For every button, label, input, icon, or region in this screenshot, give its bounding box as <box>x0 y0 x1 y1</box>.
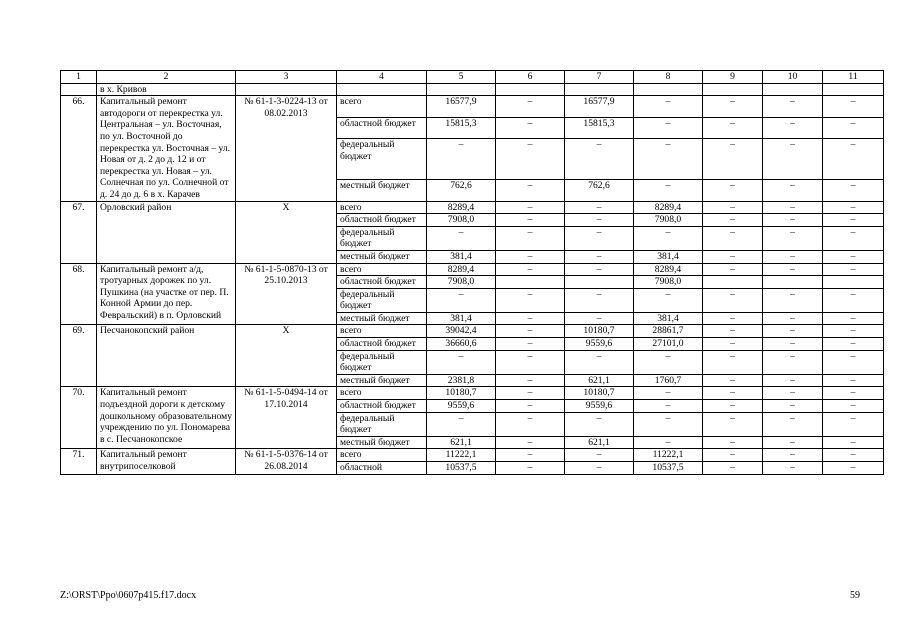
amount-cell: – <box>763 338 823 351</box>
amount-cell: 15815,3 <box>427 117 496 138</box>
row-number: 67. <box>61 201 97 263</box>
program-table <box>60 70 884 475</box>
row-number: 71. <box>61 449 97 474</box>
amount-cell: – <box>703 462 763 475</box>
amount-cell: – <box>763 214 823 227</box>
amount-cell: 9559,6 <box>427 400 496 413</box>
amount-cell: – <box>565 263 634 276</box>
amount-cell: – <box>763 350 823 374</box>
document-ref: Х <box>236 201 337 263</box>
funding-source: федеральный бюджет <box>337 288 427 312</box>
amount-cell: – <box>496 180 565 201</box>
amount-cell: – <box>703 436 763 449</box>
amount-cell: – <box>823 350 884 374</box>
document-ref: № 61-1-5-0870-13 от 25.10.2013 <box>236 263 337 325</box>
amount-cell: – <box>496 201 565 214</box>
amount-cell: – <box>823 201 884 214</box>
amount-cell: – <box>496 139 565 180</box>
object-name: Капитальный ремонт автодороги от перекрестка ул. Центральная – ул. Восточная, по ул. Восточной до перекрестка ул. Восточная – ул. Новая от д. 2 до д. 12 и от перекрестка ул. Новая – ул. Солнечная по ул. Солнечной от д. 24 до д. 6 в х. Карачев <box>97 96 236 201</box>
amount-cell: – <box>763 288 823 312</box>
document-ref: № 61-1-5-0376-14 от 26.08.2014 <box>236 449 337 474</box>
row-number: 68. <box>61 263 97 325</box>
amount-cell: 8289,4 <box>634 201 703 214</box>
amount-cell: – <box>763 201 823 214</box>
amount-cell: 9559,6 <box>565 338 634 351</box>
object-name: Капитальный ремонт внутрипоселковой <box>97 449 236 474</box>
amount-cell: 10180,7 <box>565 325 634 338</box>
amount-cell: – <box>703 288 763 312</box>
amount-cell: – <box>565 449 634 462</box>
amount-cell: 7908,0 <box>634 276 703 289</box>
amount-cell: – <box>823 250 884 263</box>
amount-cell: – <box>496 350 565 374</box>
amount-cell: – <box>763 312 823 325</box>
funding-source: областной бюджет <box>337 400 427 413</box>
amount-cell: – <box>496 462 565 475</box>
amount-cell: 7908,0 <box>634 214 703 227</box>
amount-cell: – <box>496 250 565 263</box>
amount-cell: – <box>496 96 565 117</box>
amount-cell: – <box>703 312 763 325</box>
amount-cell: – <box>634 139 703 180</box>
amount-cell: – <box>703 449 763 462</box>
amount-cell: – <box>823 263 884 276</box>
amount-cell: – <box>763 374 823 387</box>
amount-cell: 27101,0 <box>634 338 703 351</box>
amount-cell <box>496 276 565 289</box>
amount-cell: 7908,0 <box>427 276 496 289</box>
object-name: Песчанокопский район <box>97 325 236 387</box>
funding-source: местный бюджет <box>337 312 427 325</box>
amount-cell: – <box>703 201 763 214</box>
col-number: 2 <box>97 71 236 84</box>
amount-cell: – <box>823 374 884 387</box>
amount-cell: – <box>703 226 763 250</box>
amount-cell <box>823 276 884 289</box>
amount-cell: – <box>427 350 496 374</box>
amount-cell: – <box>763 139 823 180</box>
file-path: Z:\ORST\Ppo\0607p415.f17.docx <box>60 590 197 601</box>
amount-cell: – <box>634 96 703 117</box>
amount-cell: 7908,0 <box>427 214 496 227</box>
col-number: 11 <box>823 71 884 84</box>
amount-cell: – <box>823 338 884 351</box>
amount-cell: 16577,9 <box>427 96 496 117</box>
amount-cell: – <box>823 288 884 312</box>
object-name: Орловский район <box>97 201 236 263</box>
continuation-text: в х. Кривов <box>97 83 236 96</box>
amount-cell: – <box>496 374 565 387</box>
amount-cell: – <box>565 412 634 436</box>
amount-cell: 8289,4 <box>427 263 496 276</box>
amount-cell: 11222,1 <box>427 449 496 462</box>
page-number: 59 <box>850 590 860 601</box>
amount-cell: – <box>763 180 823 201</box>
amount-cell: – <box>496 338 565 351</box>
amount-cell: – <box>496 436 565 449</box>
amount-cell: – <box>703 387 763 400</box>
amount-cell: – <box>565 201 634 214</box>
table-row <box>61 263 884 276</box>
amount-cell: – <box>496 325 565 338</box>
amount-cell: 381,4 <box>634 250 703 263</box>
amount-cell: – <box>565 350 634 374</box>
amount-cell: – <box>496 312 565 325</box>
amount-cell: – <box>427 226 496 250</box>
funding-source: всего <box>337 201 427 214</box>
amount-cell: – <box>823 117 884 138</box>
amount-cell <box>703 276 763 289</box>
amount-cell: – <box>823 214 884 227</box>
funding-source: местный бюджет <box>337 374 427 387</box>
amount-cell: – <box>763 449 823 462</box>
amount-cell: – <box>703 325 763 338</box>
amount-cell: 762,6 <box>565 180 634 201</box>
amount-cell: – <box>823 180 884 201</box>
funding-source: федеральный бюджет <box>337 226 427 250</box>
amount-cell: 381,4 <box>427 312 496 325</box>
document-ref: Х <box>236 325 337 387</box>
amount-cell <box>763 276 823 289</box>
amount-cell: – <box>634 387 703 400</box>
col-number: 1 <box>61 71 97 84</box>
amount-cell: 15815,3 <box>565 117 634 138</box>
amount-cell: – <box>703 117 763 138</box>
amount-cell: – <box>763 387 823 400</box>
amount-cell: – <box>703 374 763 387</box>
amount-cell: – <box>634 226 703 250</box>
amount-cell: – <box>703 180 763 201</box>
amount-cell: – <box>496 400 565 413</box>
table-row <box>61 449 884 462</box>
funding-source: всего <box>337 387 427 400</box>
funding-source: местный бюджет <box>337 250 427 263</box>
amount-cell: – <box>703 338 763 351</box>
funding-source: всего <box>337 263 427 276</box>
amount-cell: – <box>763 117 823 138</box>
funding-source: областной бюджет <box>337 338 427 351</box>
funding-source: местный бюджет <box>337 436 427 449</box>
amount-cell: – <box>763 462 823 475</box>
object-name: Капитальный ремонт а/д, тротуарных дорожек по ул. Пушкина (на участке от пер. П. Конной Армии до пер. Февральский) в п. Орловский <box>97 263 236 325</box>
amount-cell: 8289,4 <box>427 201 496 214</box>
amount-cell: – <box>703 214 763 227</box>
amount-cell: 10180,7 <box>427 387 496 400</box>
amount-cell: – <box>496 263 565 276</box>
amount-cell: – <box>565 139 634 180</box>
amount-cell: 1760,7 <box>634 374 703 387</box>
amount-cell: – <box>763 400 823 413</box>
amount-cell: – <box>565 226 634 250</box>
amount-cell: 39042,4 <box>427 325 496 338</box>
col-number: 3 <box>236 71 337 84</box>
amount-cell: – <box>763 436 823 449</box>
amount-cell: – <box>634 180 703 201</box>
amount-cell: – <box>496 117 565 138</box>
amount-cell: – <box>496 412 565 436</box>
amount-cell: – <box>703 139 763 180</box>
col-number: 8 <box>634 71 703 84</box>
amount-cell: 10537,5 <box>427 462 496 475</box>
amount-cell: 9559,6 <box>565 400 634 413</box>
amount-cell: – <box>703 400 763 413</box>
amount-cell: – <box>763 250 823 263</box>
funding-source: федеральный бюджет <box>337 350 427 374</box>
funding-source: всего <box>337 449 427 462</box>
amount-cell: 2381,8 <box>427 374 496 387</box>
table-row <box>61 96 884 117</box>
funding-source: областной бюджет <box>337 276 427 289</box>
amount-cell: – <box>763 263 823 276</box>
amount-cell: 16577,9 <box>565 96 634 117</box>
column-number-row <box>61 71 884 84</box>
amount-cell: – <box>496 449 565 462</box>
col-number: 4 <box>337 71 427 84</box>
funding-source: областной бюджет <box>337 214 427 227</box>
table-row <box>61 201 884 214</box>
amount-cell: 28861,7 <box>634 325 703 338</box>
amount-cell: – <box>823 139 884 180</box>
col-number: 10 <box>763 71 823 84</box>
col-number: 7 <box>565 71 634 84</box>
amount-cell: – <box>823 387 884 400</box>
amount-cell: – <box>823 96 884 117</box>
funding-source: местный бюджет <box>337 180 427 201</box>
amount-cell: – <box>763 226 823 250</box>
amount-cell: – <box>427 412 496 436</box>
col-number: 6 <box>496 71 565 84</box>
col-number: 5 <box>427 71 496 84</box>
amount-cell: – <box>427 139 496 180</box>
amount-cell: 8289,4 <box>634 263 703 276</box>
row-number: 69. <box>61 325 97 387</box>
amount-cell: – <box>703 96 763 117</box>
amount-cell: – <box>823 312 884 325</box>
funding-source: всего <box>337 325 427 338</box>
col-number: 9 <box>703 71 763 84</box>
table-row <box>61 325 884 338</box>
amount-cell: – <box>565 288 634 312</box>
amount-cell: – <box>823 436 884 449</box>
amount-cell: – <box>823 226 884 250</box>
amount-cell: – <box>427 288 496 312</box>
amount-cell: 381,4 <box>634 312 703 325</box>
amount-cell: 762,6 <box>427 180 496 201</box>
amount-cell: – <box>634 400 703 413</box>
amount-cell: – <box>634 288 703 312</box>
amount-cell: 621,1 <box>565 374 634 387</box>
amount-cell: – <box>823 412 884 436</box>
amount-cell <box>565 276 634 289</box>
amount-cell: – <box>496 226 565 250</box>
amount-cell: 11222,1 <box>634 449 703 462</box>
amount-cell: – <box>634 436 703 449</box>
row-number: 66. <box>61 96 97 201</box>
amount-cell: 381,4 <box>427 250 496 263</box>
continuation-row <box>61 83 884 96</box>
amount-cell: – <box>703 250 763 263</box>
amount-cell: 621,1 <box>565 436 634 449</box>
amount-cell: 36660,6 <box>427 338 496 351</box>
amount-cell: 621,1 <box>427 436 496 449</box>
amount-cell: 10180,7 <box>565 387 634 400</box>
amount-cell: – <box>565 250 634 263</box>
amount-cell: – <box>763 325 823 338</box>
amount-cell: – <box>703 350 763 374</box>
amount-cell: – <box>763 412 823 436</box>
amount-cell: – <box>565 214 634 227</box>
row-number: 70. <box>61 387 97 449</box>
table-row <box>61 387 884 400</box>
amount-cell: – <box>703 263 763 276</box>
amount-cell: – <box>565 462 634 475</box>
amount-cell: – <box>496 288 565 312</box>
funding-source: областной <box>337 462 427 475</box>
amount-cell: – <box>496 387 565 400</box>
amount-cell: – <box>823 400 884 413</box>
document-ref: № 61-1-3-0224-13 от 08.02.2013 <box>236 96 337 201</box>
object-name: Капитальный ремонт подъездной дороги к детскому дошкольному образовательному учреждению по ул. Пономарева в с. Песчанокопское <box>97 387 236 449</box>
funding-source: всего <box>337 96 427 117</box>
amount-cell: 10537,5 <box>634 462 703 475</box>
amount-cell: – <box>823 462 884 475</box>
amount-cell: – <box>496 214 565 227</box>
amount-cell: – <box>703 412 763 436</box>
document-ref: № 61-1-5-0494-14 от 17.10.2014 <box>236 387 337 449</box>
amount-cell: – <box>823 325 884 338</box>
funding-source: федеральный бюджет <box>337 412 427 436</box>
amount-cell: – <box>763 96 823 117</box>
funding-source: областной бюджет <box>337 117 427 138</box>
amount-cell: – <box>634 117 703 138</box>
amount-cell: – <box>634 412 703 436</box>
amount-cell: – <box>565 312 634 325</box>
funding-source: федеральный бюджет <box>337 139 427 180</box>
amount-cell: – <box>634 350 703 374</box>
amount-cell: – <box>823 449 884 462</box>
